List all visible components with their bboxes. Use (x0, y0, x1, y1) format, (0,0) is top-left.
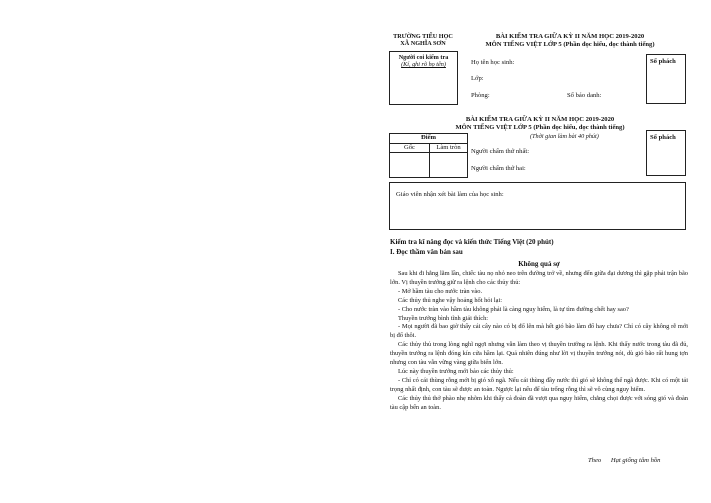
passage-paragraph: Các thủy thủ nghe vậy hoảng hốt hỏi lại: (398, 296, 503, 304)
passage-paragraph: Sau khi đi hằng lăm lần, chiếc tàu nọ nhỏ neo trên đường trở về, nhưng đến giữa đại dương thì gặp phải trận bão lớn. Vị thuyền trưởng giữ ra lệnh cho các thủy thủ: (390, 270, 688, 286)
source-citation (588, 457, 660, 465)
passage (390, 270, 688, 413)
sophach-label-1: Số phách (650, 58, 676, 65)
score-box (389, 133, 468, 178)
student-name-field: Họ tên học sinh: (471, 59, 515, 66)
passage-paragraph: Thuyền trưởng bình tĩnh giải thích: (398, 314, 489, 322)
exam2-title-line2: MÔN TIẾNG VIỆT LỚP 5 (Phần đọc hiểu, đọc thành tiếng) (455, 123, 625, 131)
passage-paragraph: - Cho nước tràn vào hầm tàu không phải là càng nguy hiểm, là tự tìm đường chết hay sao? (398, 305, 629, 313)
part1-heading: I. Đọc thầm văn bản sau (390, 248, 463, 256)
exam-title-line2: MÔN TIẾNG VIỆT LỚP 5 (Phần đọc hiểu, đọc thành tiếng) (485, 40, 655, 48)
source-name: Hạt giống tâm hồn (610, 457, 661, 464)
passage-paragraph: - Mọi người đã bao giờ thấy cái cây nào có bị đổ lên mà hết gió bão làm đổ hay chưa? Chỉ có cây không rễ mới bị đổ thôi. (390, 323, 688, 340)
grader1-field: Người chấm thứ nhất: (471, 148, 530, 155)
passage-paragraph: Lúc này thuyền trưởng mới bảo các thủy thủ: (398, 367, 514, 375)
sophach-box-2 (646, 130, 686, 176)
room-field: Phòng: (471, 92, 490, 99)
passage-paragraph: - Chỉ có cái thùng rỗng mới bị gió xô ngã. Nếu cái thùng đầy nước thì gió sẽ không thể ngã được. Khi có một tải trọng nhất định, con tàu sẽ được an toàn. Ngược lại nếu để tàu trống rỗng thì sẽ vô cùng nguy hiểm. (390, 376, 688, 393)
sbd-field: Số báo danh: (567, 92, 602, 99)
time-note: (Thời gian làm bài 40 phút) (530, 133, 599, 140)
score-label: Điểm (390, 134, 467, 144)
examiner-box-label: Người coi kiểm tra (398, 54, 449, 61)
section-heading: Kiểm tra kĩ năng đọc và kiến thức Tiếng Việt (20 phút) (390, 238, 554, 246)
class-field: Lớp: (471, 75, 484, 82)
sophach-label-2: Số phách (650, 134, 676, 141)
passage-paragraph: Các thủy thủ trong lòng nghĩ ngợi nhưng vẫn làm theo vị thuyền trưởng ra lệnh. Khi thấy nước trong tàu đã đủ, thuyền trưởng ra lệnh đóng kín cửa hầm lại. Quả nhiên đúng như lời vị thuyền trưởng nói, dù gió bão rất hung tợn nhưng con tàu vẫn vững vàng giữa biển lớn. (390, 341, 688, 367)
exam-title-line1: BÀI KIỂM TRA GIỮA KỲ II NĂM HỌC 2019-2020 (495, 33, 645, 40)
passage-paragraph: - Mở hầm tàu cho nước tràn vào. (398, 287, 483, 295)
examiner-box-sub: (Kí, ghi rõ họ tên) (401, 61, 446, 68)
passage-paragraph: Các thủy thủ thở phào nhẹ nhõm khi thấy cả đoàn đã vượt qua nguy hiểm, chẳng chọi được với sóng gió và đoàn tàu cập bến an toàn. (390, 394, 688, 411)
source-prefix: Theo (588, 457, 602, 464)
comment-box (389, 182, 686, 230)
story-title: Không quá sợ (518, 260, 560, 268)
school-name-line2: XÃ NGHĨA SƠN (400, 40, 446, 47)
score-col-original: Gốc (404, 144, 415, 151)
examiner-box (389, 51, 458, 105)
comment-label: Giáo viên nhận xét bài làm của học sinh: (396, 191, 504, 198)
sophach-box-1 (646, 54, 686, 104)
exam2-title-line1: BÀI KIỂM TRA GIỮA KỲ II NĂM HỌC 2019-2020 (465, 116, 615, 123)
score-col-rounded: Làm tròn (436, 144, 461, 151)
grader2-field: Người chấm thứ hai: (471, 165, 526, 172)
school-name-line1: TRƯỜNG TIỂU HỌC (393, 33, 453, 40)
